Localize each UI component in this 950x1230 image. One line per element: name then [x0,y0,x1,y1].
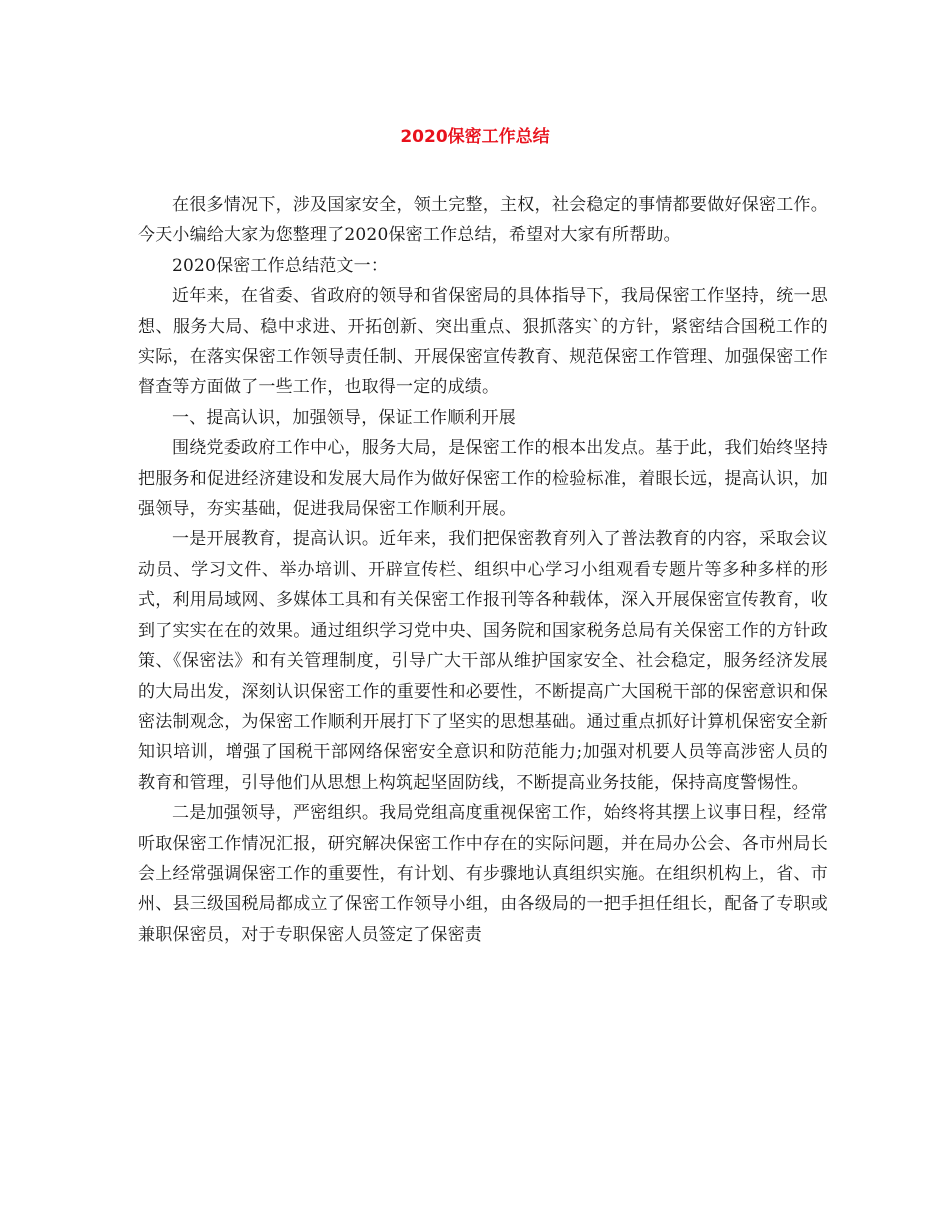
document-body [138,190,828,950]
paragraph-education: 一是开展教育，提高认识。近年来，我们把保密教育列入了普法教育的内容，采取会议动员、学习文件、举办培训、开辟宣传栏、组织中心学习小组观看专题片等多种多样的形式，利用局域网、多媒体工具和有关保密工作报刊等各种载体，深入开展保密宣传教育，收到了实实在在的效果。通过组织学习党中央、国务院和国家税务总局有关保密工作的方针政策、《保密法》和有关管理制度，引导广大干部从维护国家安全、社会稳定，服务经济发展的大局出发，深刻认识保密工作的重要性和必要性，不断提高广大国税干部的保密意识和保密法制观念，为保密工作顺利开展打下了坚实的思想基础。通过重点抓好计算机保密安全新知识培训，增强了国税干部网络保密安全意识和防范能力;加强对机要人员等高涉密人员的教育和管理，引导他们从思想上构筑起坚固防线，不断提高业务技能，保持高度警惕性。 [138,529,828,793]
paragraph-overview: 近年来，在省委、省政府的领导和省保密局的具体指导下，我局保密工作坚持，统一思想、服务大局、稳中求进、开拓创新、突出重点、狠抓落实`的方针，紧密结合国税工作的实际，在落实保密工作领导责任制、开展保密宣传教育、规范保密工作管理、加强保密工作督查等方面做了一些工作，也取得一定的成绩。 [138,286,828,398]
paragraph-intro: 在很多情况下，涉及国家安全，领土完整，主权，社会稳定的事情都要做好保密工作。今天小编给大家为您整理了2020保密工作总结，希望对大家有所帮助。 [138,195,828,246]
document-title: 2020保密工作总结 [400,127,550,147]
section-heading-1: 一、提高认识，加强领导，保证工作顺利开展 [172,407,516,428]
paragraph-section-1: 围绕党委政府工作中心，服务大局，是保密工作的根本出发点。基于此，我们始终坚持把服务和促进经济建设和发展大局作为做好保密工作的检验标准，着眼长远，提高认识，加强领导，夯实基础，促进我局保密工作顺利开展。 [138,438,828,520]
paragraph-leadership: 二是加强领导，严密组织。我局党组高度重视保密工作，始终将其摆上议事日程，经常听取保密工作情况汇报，研究解决保密工作中存在的实际问题，并在局办公会、各市州局长会上经常强调保密工作的重要性，有计划、有步骤地认真组织实施。在组织机构上，省、市州、县三级国税局都成立了保密工作领导小组，由各级局的一把手担任组长，配备了专职或兼职保密员，对于专职保密人员签定了保密责 [138,803,828,945]
paragraph-sample-heading: 2020保密工作总结范文一： [172,255,389,276]
